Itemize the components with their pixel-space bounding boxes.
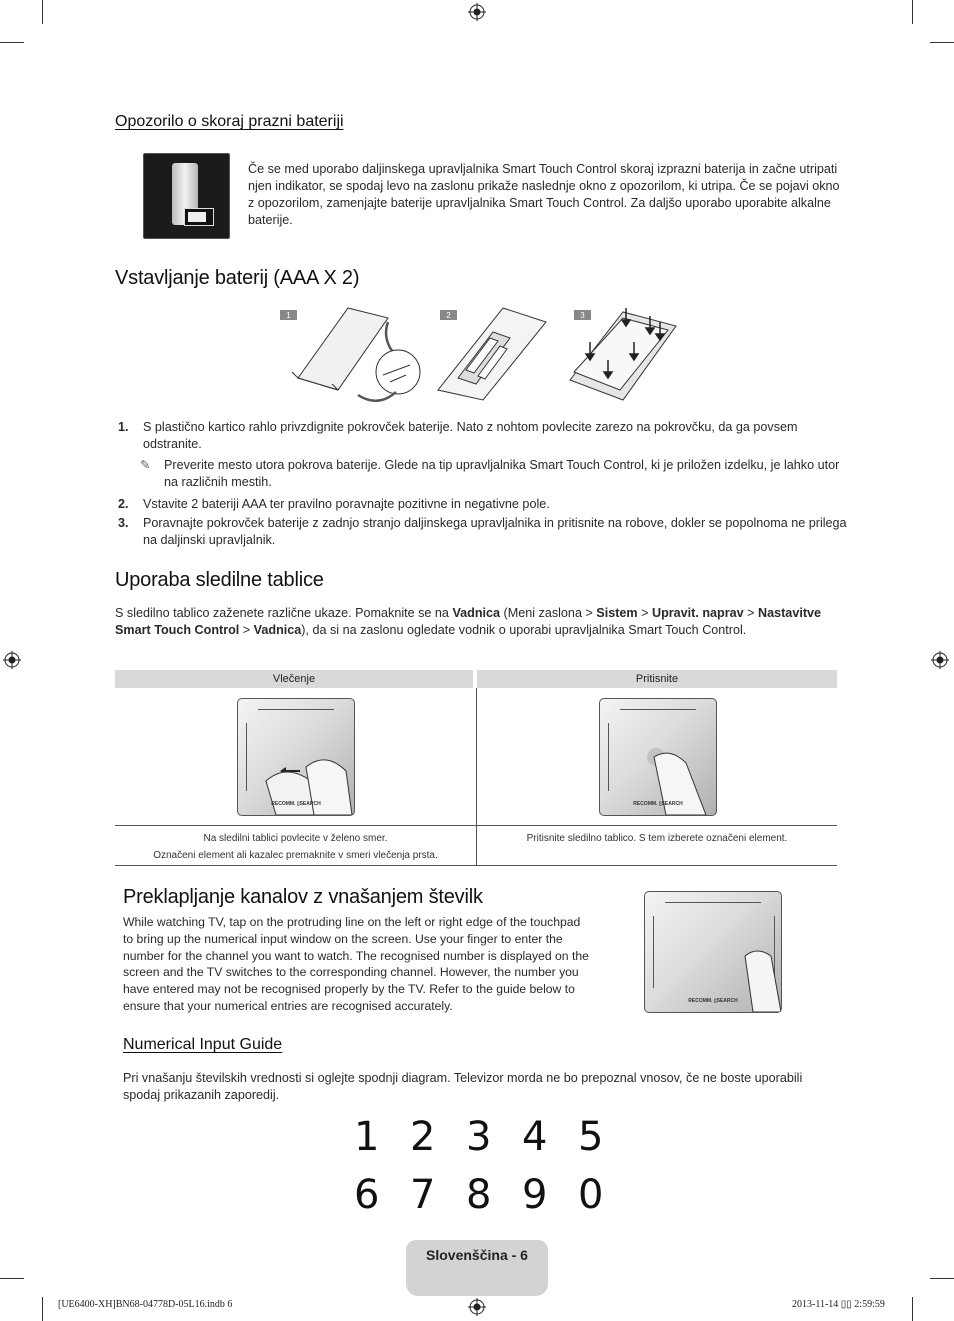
figure-label: 1 xyxy=(286,311,291,320)
registration-mark-icon xyxy=(3,651,21,669)
crop-mark xyxy=(930,42,954,43)
table-header-press: Pritisnite xyxy=(477,670,837,688)
registration-mark-icon xyxy=(468,3,486,21)
battery-insertion-illustration xyxy=(278,300,680,412)
digit: 1 xyxy=(354,1114,380,1160)
digit: 3 xyxy=(466,1114,492,1160)
touchpad-intro-text: S sledilno tablico zaženete različne ukaze. Pomaknite se na Vadnica (Meni zaslona > Sistem > Upravit. naprav > Nastavitve Smart Touch Control > Vadnica), da si na zaslonu ogledate vodnik o uporabi upravljalnika Smart Touch Control. xyxy=(115,606,822,637)
crop-mark xyxy=(42,0,43,24)
table-header-drag: Vlečenje xyxy=(115,670,473,688)
figure-label: 2 xyxy=(446,311,451,320)
digit-guide-row-2 xyxy=(350,1172,610,1228)
crop-mark xyxy=(42,1297,43,1321)
digit: 9 xyxy=(522,1172,548,1218)
battery-warning-text: Če se med uporabo daljinskega upravljalnika Smart Touch Control skoraj izprazni baterija in začne utripati njen indikator, se spodaj levo na zaslonu prikaže naslednje okno z opozorilom, ki utripa. Če se pojavi okno z opozorilom, zamenjajte baterije upravljalnika Smart Touch Control. Za daljšo uporabo uporabite alkalne baterije. xyxy=(248,162,840,227)
digit: 6 xyxy=(354,1172,380,1218)
digit: 7 xyxy=(410,1172,436,1218)
crop-mark xyxy=(0,42,24,43)
touchpad-channel-illustration: RECOMM. ▯SEARCH xyxy=(644,891,782,1013)
print-slug-right: 2013-11-14 ▯▯ 2:59:59 xyxy=(792,1299,885,1310)
digit: 2 xyxy=(410,1114,436,1160)
note-pencil-icon: ✎ xyxy=(140,458,151,472)
insert-steps-list: 1. S plastično kartico rahlo privzdignite pokrovček baterije. Nato z nohtom povlecite zarezo na pokrovčku, da ga povsem odstranite. ✎ Preverite mesto utora pokrova baterije. Glede na tip upravljalnika Smart Touch Control, ki je priložen izdelku, je lahko utor na različnih mestih. 2. Vstavite 2 bateriji AAA ter pravilno poravnajte pozitivne in negativne pole. 3. Poravnajte pokrovček baterije z zadnjo stranjo daljinskega upravljalnika in pritisnite na robove, dokler se popolnoma ne prilega na daljinski upravljalnik. xyxy=(118,420,847,547)
digit-guide-row-1 xyxy=(350,1114,610,1170)
section-title-battery-warning: Opozorilo o skoraj prazni bateriji xyxy=(115,113,344,130)
touchpad-press-illustration: RECOMM. ▯SEARCH xyxy=(599,698,717,816)
digit: 8 xyxy=(466,1172,492,1218)
section-title-insert-batteries: Vstavljanje baterij (AAA X 2) xyxy=(115,267,360,289)
crop-mark xyxy=(912,1297,913,1321)
figure-label: 3 xyxy=(580,311,585,320)
section-title-channel-switching: Preklapljanje kanalov z vnašanjem številk xyxy=(123,886,483,908)
registration-mark-icon xyxy=(468,1298,486,1316)
numerical-guide-text: Pri vnašanju številskih vrednosti si oglejte spodnji diagram. Televizor morda ne bo prepoznal vnosov, če ne boste uporabili spodaj prikazanih zaporedij. xyxy=(123,1071,803,1102)
digit: 0 xyxy=(578,1172,604,1218)
crop-mark xyxy=(930,1278,954,1279)
registration-mark-icon xyxy=(931,651,949,669)
channel-switching-text: While watching TV, tap on the protruding line on the left or right edge of the touchpad to bring up the numerical input window on the screen. Use your finger to enter the number for the channel you want to watch. The recognised number is displayed on the screen and the TV switches to the corresponding channel. However, the number you have entered may not be recognised properly by the TV. Refer to the guide below to ensure that your numerical entries are recognised accurately. xyxy=(123,915,589,1013)
digit: 5 xyxy=(578,1114,604,1160)
crop-mark xyxy=(912,0,913,24)
section-title-touchpad: Uporaba sledilne tablice xyxy=(115,569,324,591)
battery-warning-illustration xyxy=(143,153,230,239)
section-title-numerical-guide: Numerical Input Guide xyxy=(123,1036,283,1053)
table-cell-press-desc: Pritisnite sledilno tablico. S tem izberete označeni element. xyxy=(526,833,788,844)
digit: 4 xyxy=(522,1114,548,1160)
crop-mark xyxy=(0,1278,24,1279)
table-cell-drag-desc: Na sledilni tablici povlecite v želeno smer. Označeni element ali kazalec premaknite v smeri vlečenja prsta. xyxy=(153,833,438,861)
touchpad-drag-illustration: RECOMM. ▯SEARCH xyxy=(237,698,355,816)
page-number-badge: Slovenščina - 6 xyxy=(406,1240,548,1296)
print-slug-left: [UE6400-XH]BN68-04778D-05L16.indb 6 xyxy=(58,1299,233,1310)
gesture-table xyxy=(115,670,837,866)
